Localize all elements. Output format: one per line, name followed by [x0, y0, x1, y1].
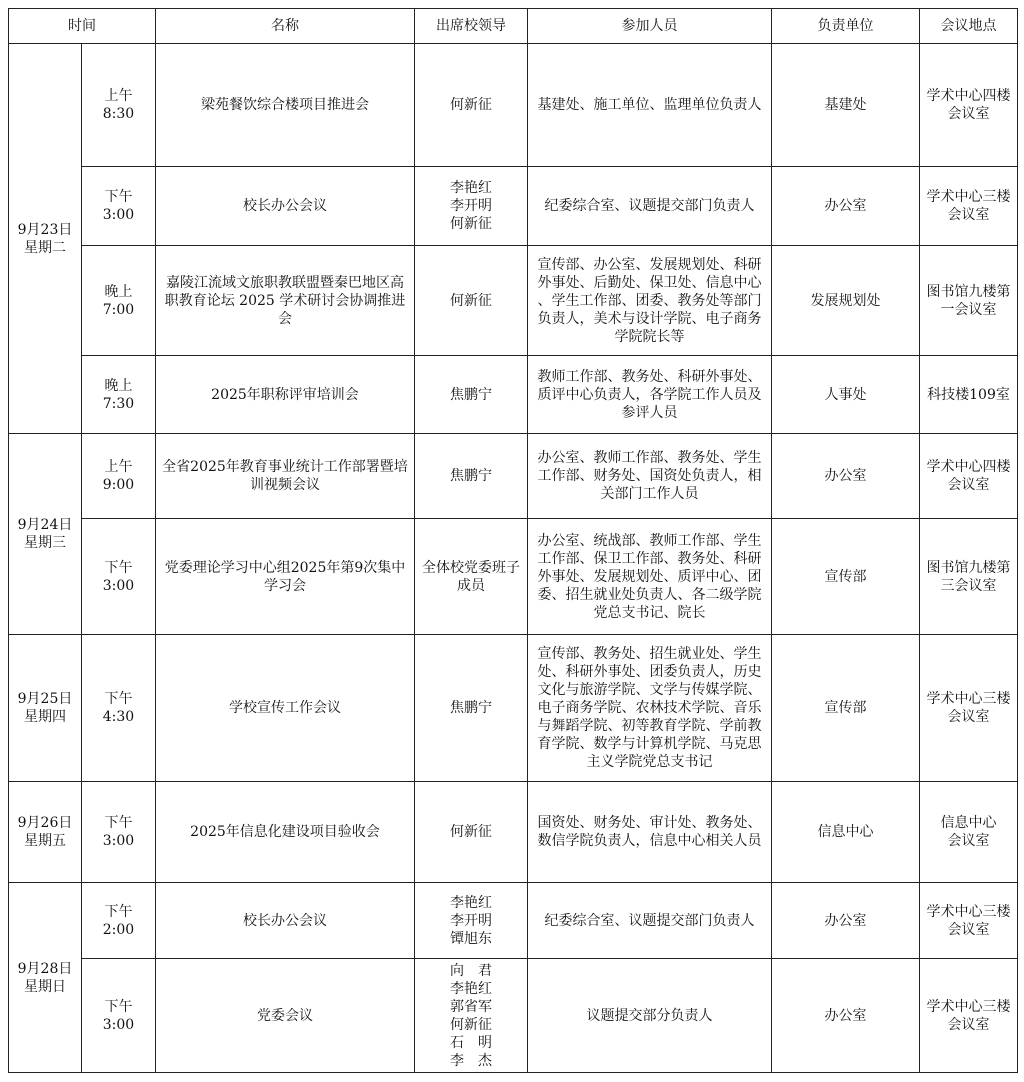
- responsible-unit: 人事处: [772, 356, 920, 434]
- location-line: 学术中心三楼: [926, 998, 1011, 1015]
- location-line: 信息中心: [940, 815, 997, 831]
- meeting-row: [9, 782, 1018, 883]
- time-period: 下午: [104, 691, 133, 707]
- time-period: 下午: [104, 903, 133, 920]
- attendees-line: 基建处、施工单位、监理单位负责人: [537, 97, 762, 113]
- meeting-row: [9, 883, 1018, 959]
- attendees-line: 委、招生就业处负责人、各二级学院: [537, 586, 762, 603]
- leader-name: 镡旭东: [450, 930, 492, 947]
- attendees-line: 育学院、数学与计算机学院、马克思: [537, 736, 762, 752]
- day-date: 9月23日: [17, 221, 73, 238]
- attendees-cell: [528, 44, 772, 167]
- responsible-unit: 基建处: [772, 44, 920, 167]
- location-cell: [920, 883, 1018, 959]
- leader-name: 焦鹏宁: [450, 386, 492, 403]
- time-clock: 2:00: [102, 921, 135, 938]
- attendees-line: 数信学院负责人，信息中心相关人员: [537, 833, 762, 849]
- day-cell: [9, 782, 82, 883]
- attendees-line: 主义学院党总支书记: [586, 754, 713, 770]
- attendees-line: 国资处、财务处、审计处、教务处、: [537, 815, 762, 831]
- time-period: 晚上: [104, 283, 133, 300]
- day-weekday: 星期日: [24, 978, 66, 995]
- attendees-line: 工作部、财务处、国资处负责人，相: [537, 468, 762, 484]
- attendees-line: 外事处、发展规划处、质评中心、团: [537, 568, 762, 585]
- meeting-name: 全省2025年教育事业统计工作部署暨培训视频会议: [156, 434, 415, 519]
- responsible-unit: 信息中心: [772, 782, 920, 883]
- responsible-unit: 办公室: [772, 883, 920, 959]
- leader-name: 全体校党委班子: [422, 559, 520, 576]
- time-cell: [82, 246, 156, 356]
- attendees-line: 电子商务学院、农林技术学院、音乐: [537, 700, 762, 716]
- responsible-unit: 办公室: [772, 434, 920, 519]
- leaders-cell: [415, 356, 528, 434]
- day-cell: [9, 883, 82, 1073]
- attendees-cell: [528, 782, 772, 883]
- meeting-row: [9, 959, 1018, 1073]
- attendees-line: 负责人，美术与设计学院、电子商务: [537, 310, 762, 327]
- time-cell: [82, 167, 156, 246]
- attendees-line: 纪委综合室、议题提交部门负责人: [544, 198, 755, 214]
- time-clock: 3:00: [102, 1016, 135, 1033]
- location-line: 图书馆九楼第: [926, 559, 1011, 576]
- time-period: 晚上: [104, 377, 133, 394]
- leader-name: 李 杰: [450, 1052, 492, 1069]
- header-row: [9, 9, 1018, 44]
- time-period: 上午: [104, 459, 133, 475]
- leader-name: 向 君: [450, 962, 492, 979]
- responsible-unit: 办公室: [772, 167, 920, 246]
- location-line: 会议室: [947, 207, 990, 223]
- meeting-name: 嘉陵江流域文旅职教联盟暨秦巴地区高职教育论坛 2025 学术研讨会协调推进会: [156, 246, 415, 356]
- location-line: 学术中心四楼: [926, 88, 1011, 104]
- location-line: 三会议室: [940, 577, 997, 594]
- schedule-body: [9, 44, 1018, 1073]
- location-line: 学术中心三楼: [926, 691, 1011, 707]
- meeting-row: [9, 356, 1018, 434]
- leader-name: 何新征: [450, 97, 492, 113]
- attendees-line: 与舞蹈学院、初等教育学院、学前教: [537, 718, 762, 734]
- location-line: 一会议室: [940, 301, 997, 318]
- day-date: 9月24日: [17, 517, 73, 533]
- time-cell: [82, 635, 156, 782]
- location-line: 会议室: [947, 106, 990, 122]
- leaders-cell: [415, 519, 528, 635]
- leader-name: 何新征: [450, 292, 492, 309]
- header-name: 名称: [156, 9, 415, 44]
- location-line: 科技楼109室: [927, 386, 1010, 403]
- location-cell: [920, 434, 1018, 519]
- day-weekday: 星期四: [24, 709, 66, 725]
- location-line: 会议室: [947, 709, 990, 725]
- location-line: 学术中心三楼: [926, 189, 1011, 205]
- meeting-schedule-table: [8, 8, 1018, 1073]
- time-period: 下午: [104, 189, 133, 205]
- leader-name: 李开明: [450, 198, 492, 214]
- responsible-unit: 宣传部: [772, 635, 920, 782]
- day-weekday: 星期三: [24, 535, 66, 551]
- attendees-line: 质评中心负责人，各学院工作人员及: [537, 386, 762, 403]
- day-date: 9月25日: [17, 691, 73, 707]
- leader-name: 郭省军: [450, 998, 492, 1015]
- attendees-cell: [528, 959, 772, 1073]
- time-clock: 3:00: [102, 577, 135, 594]
- day-weekday: 星期二: [24, 239, 66, 256]
- attendees-line: 参评人员: [621, 404, 678, 421]
- time-clock: 7:00: [102, 301, 135, 318]
- leaders-cell: [415, 883, 528, 959]
- meeting-name: 党委会议: [156, 959, 415, 1073]
- time-clock: 7:30: [102, 395, 135, 412]
- meeting-row: [9, 246, 1018, 356]
- leaders-cell: [415, 44, 528, 167]
- time-clock: 9:00: [102, 477, 135, 493]
- day-weekday: 星期五: [24, 833, 66, 849]
- leader-name: 焦鹏宁: [450, 700, 492, 716]
- attendees-line: 宣传部、办公室、发展规划处、科研: [537, 256, 762, 273]
- day-date: 9月28日: [17, 960, 73, 977]
- meeting-name: 2025年信息化建设项目验收会: [156, 782, 415, 883]
- day-cell: [9, 44, 82, 434]
- header-unit: 负责单位: [772, 9, 920, 44]
- time-cell: [82, 782, 156, 883]
- attendees-cell: [528, 167, 772, 246]
- attendees-line: 办公室、教师工作部、教务处、学生: [537, 450, 762, 466]
- meeting-name: 学校宣传工作会议: [156, 635, 415, 782]
- leaders-cell: [415, 434, 528, 519]
- time-cell: [82, 44, 156, 167]
- meeting-name: 党委理论学习中心组2025年第9次集中学习会: [156, 519, 415, 635]
- leader-name: 焦鹏宁: [450, 468, 492, 484]
- leader-name: 李开明: [450, 912, 492, 929]
- location-cell: [920, 635, 1018, 782]
- attendees-line: 关部门工作人员: [600, 486, 699, 502]
- location-line: 学术中心四楼: [926, 459, 1011, 475]
- attendees-line: 学院院长等: [614, 328, 685, 345]
- time-period: 上午: [104, 88, 133, 104]
- location-line: 会议室: [947, 1016, 990, 1033]
- attendees-line: 议题提交部分负责人: [586, 1007, 713, 1024]
- meeting-row: [9, 519, 1018, 635]
- attendees-line: 处、科研外事处、团委负责人，历史: [537, 664, 762, 680]
- leader-name: 何新征: [450, 1016, 492, 1033]
- time-period: 下午: [104, 815, 133, 831]
- meeting-row: [9, 635, 1018, 782]
- attendees-line: 纪委综合室、议题提交部门负责人: [544, 912, 755, 929]
- attendees-line: 、学生工作部、团委、教务处等部门: [537, 292, 762, 309]
- attendees-line: 外事处、后勤处、保卫处、信息中心: [537, 274, 762, 291]
- meeting-name: 2025年职称评审培训会: [156, 356, 415, 434]
- leader-name: 李艳红: [450, 980, 492, 997]
- responsible-unit: 办公室: [772, 959, 920, 1073]
- attendees-line: 办公室、统战部、教师工作部、学生: [537, 532, 762, 549]
- leaders-cell: [415, 959, 528, 1073]
- leaders-cell: [415, 246, 528, 356]
- leaders-cell: [415, 167, 528, 246]
- attendees-cell: [528, 519, 772, 635]
- leader-name: 何新征: [450, 824, 492, 840]
- leader-name: 李艳红: [450, 894, 492, 911]
- location-cell: [920, 519, 1018, 635]
- meeting-name: 校长办公会议: [156, 883, 415, 959]
- location-cell: [920, 167, 1018, 246]
- header-leaders: 出席校领导: [415, 9, 528, 44]
- header-time: 时间: [9, 9, 156, 44]
- day-cell: [9, 434, 82, 635]
- attendees-line: 文化与旅游学院、文学与传媒学院、: [537, 682, 762, 698]
- time-cell: [82, 959, 156, 1073]
- location-line: 会议室: [947, 833, 990, 849]
- attendees-cell: [528, 883, 772, 959]
- leader-name: 李艳红: [450, 180, 492, 196]
- meeting-row: [9, 44, 1018, 167]
- time-clock: 8:30: [102, 106, 135, 122]
- location-line: 图书馆九楼第: [926, 283, 1011, 300]
- attendees-line: 宣传部、教务处、招生就业处、学生: [537, 646, 762, 662]
- day-cell: [9, 635, 82, 782]
- attendees-cell: [528, 434, 772, 519]
- time-cell: [82, 434, 156, 519]
- responsible-unit: 宣传部: [772, 519, 920, 635]
- attendees-cell: [528, 635, 772, 782]
- location-cell: [920, 246, 1018, 356]
- meeting-row: [9, 167, 1018, 246]
- location-cell: [920, 782, 1018, 883]
- time-cell: [82, 519, 156, 635]
- time-clock: 3:00: [102, 833, 135, 849]
- location-line: 会议室: [947, 477, 990, 493]
- day-date: 9月26日: [17, 815, 73, 831]
- location-cell: [920, 959, 1018, 1073]
- leader-name: 成员: [457, 577, 485, 594]
- header-attendees: 参加人员: [528, 9, 772, 44]
- attendees-line: 教师工作部、教务处、科研外事处、: [537, 368, 762, 385]
- attendees-line: 工作部、保卫工作部、教务处、科研: [537, 550, 762, 567]
- leaders-cell: [415, 782, 528, 883]
- meeting-row: [9, 434, 1018, 519]
- leader-name: 何新征: [450, 216, 492, 232]
- meeting-name: 梁苑餐饮综合楼项目推进会: [156, 44, 415, 167]
- time-cell: [82, 356, 156, 434]
- leader-name: 石 明: [450, 1034, 492, 1051]
- time-clock: 3:00: [102, 207, 135, 223]
- location-cell: [920, 44, 1018, 167]
- attendees-cell: [528, 246, 772, 356]
- attendees-line: 党总支书记、院长: [593, 604, 706, 621]
- leaders-cell: [415, 635, 528, 782]
- time-cell: [82, 883, 156, 959]
- responsible-unit: 发展规划处: [772, 246, 920, 356]
- meeting-name: 校长办公会议: [156, 167, 415, 246]
- time-period: 下午: [104, 559, 133, 576]
- location-line: 会议室: [947, 921, 990, 938]
- header-location: 会议地点: [920, 9, 1018, 44]
- location-cell: [920, 356, 1018, 434]
- attendees-cell: [528, 356, 772, 434]
- time-period: 下午: [104, 998, 133, 1015]
- time-clock: 4:30: [102, 709, 135, 725]
- location-line: 学术中心三楼: [926, 903, 1011, 920]
